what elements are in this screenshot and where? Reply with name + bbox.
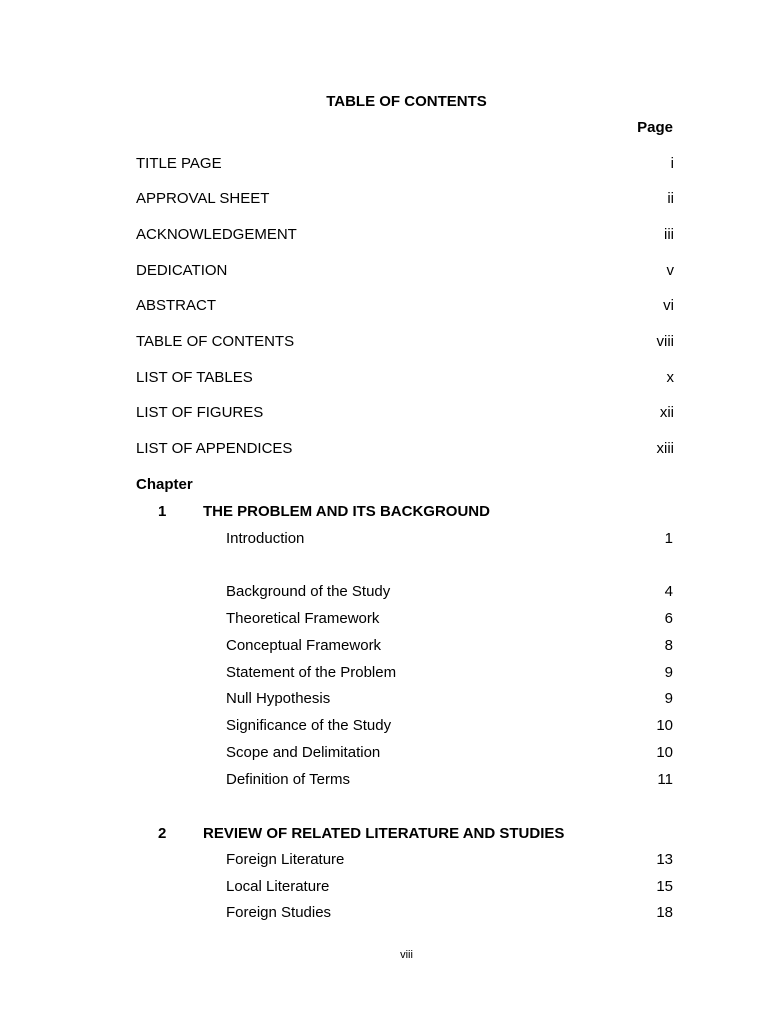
section-page: 1 <box>664 530 673 547</box>
toc-entry-label: TABLE OF CONTENTS <box>136 333 295 350</box>
toc-entry-page: ii <box>667 190 674 207</box>
toc-entry-page: i <box>670 155 674 172</box>
toc-entry-label: ABSTRACT <box>136 297 217 314</box>
chapter-title: REVIEW OF RELATED LITERATURE AND STUDIES <box>203 825 565 842</box>
toc-entry-label: LIST OF TABLES <box>136 369 253 386</box>
section-label: Conceptual Framework <box>226 637 382 654</box>
section-page: 10 <box>656 744 673 761</box>
toc-entry-label: LIST OF APPENDICES <box>136 440 293 457</box>
toc-entry-page: xii <box>659 404 674 421</box>
page-title: TABLE OF CONTENTS <box>326 93 487 110</box>
section-label: Foreign Studies <box>226 904 332 921</box>
footer-page-number: viii <box>400 949 413 961</box>
section-label: Introduction <box>226 530 305 547</box>
toc-entry-label: ACKNOWLEDGEMENT <box>136 226 297 243</box>
chapter-number: 1 <box>158 503 167 520</box>
section-page: 8 <box>664 637 673 654</box>
chapter-number: 2 <box>158 825 167 842</box>
section-label: Definition of Terms <box>226 771 350 788</box>
section-label: Background of the Study <box>226 583 391 600</box>
page-column-header: Page <box>637 119 673 136</box>
toc-entry-label: LIST OF FIGURES <box>136 404 264 421</box>
section-page: 10 <box>656 717 673 734</box>
section-page: 6 <box>664 610 673 627</box>
section-label: Null Hypothesis <box>226 690 331 707</box>
section-label: Local Literature <box>226 878 330 895</box>
toc-entry-label: TITLE PAGE <box>136 155 222 172</box>
toc-entry-label: APPROVAL SHEET <box>136 190 270 207</box>
section-page: 18 <box>656 904 673 921</box>
toc-entry-page: iii <box>664 226 674 243</box>
section-page: 13 <box>656 851 673 868</box>
toc-entry-page: x <box>666 369 674 386</box>
section-label: Significance of the Study <box>226 717 392 734</box>
toc-entry-label: DEDICATION <box>136 262 228 279</box>
section-page: 9 <box>664 690 673 707</box>
section-page: 4 <box>664 583 673 600</box>
toc-entry-page: viii <box>656 333 674 350</box>
section-page: 11 <box>657 771 673 788</box>
section-label: Scope and Delimitation <box>226 744 381 761</box>
toc-entry-page: v <box>666 262 674 279</box>
section-page: 15 <box>656 878 673 895</box>
section-label: Theoretical Framework <box>226 610 380 627</box>
section-label: Statement of the Problem <box>226 664 397 681</box>
toc-entry-page: vi <box>663 297 674 314</box>
toc-entry-page: xiii <box>656 440 674 457</box>
chapter-title: THE PROBLEM AND ITS BACKGROUND <box>203 503 490 520</box>
section-page: 9 <box>664 664 673 681</box>
chapter-heading: Chapter <box>136 476 193 493</box>
section-label: Foreign Literature <box>226 851 345 868</box>
